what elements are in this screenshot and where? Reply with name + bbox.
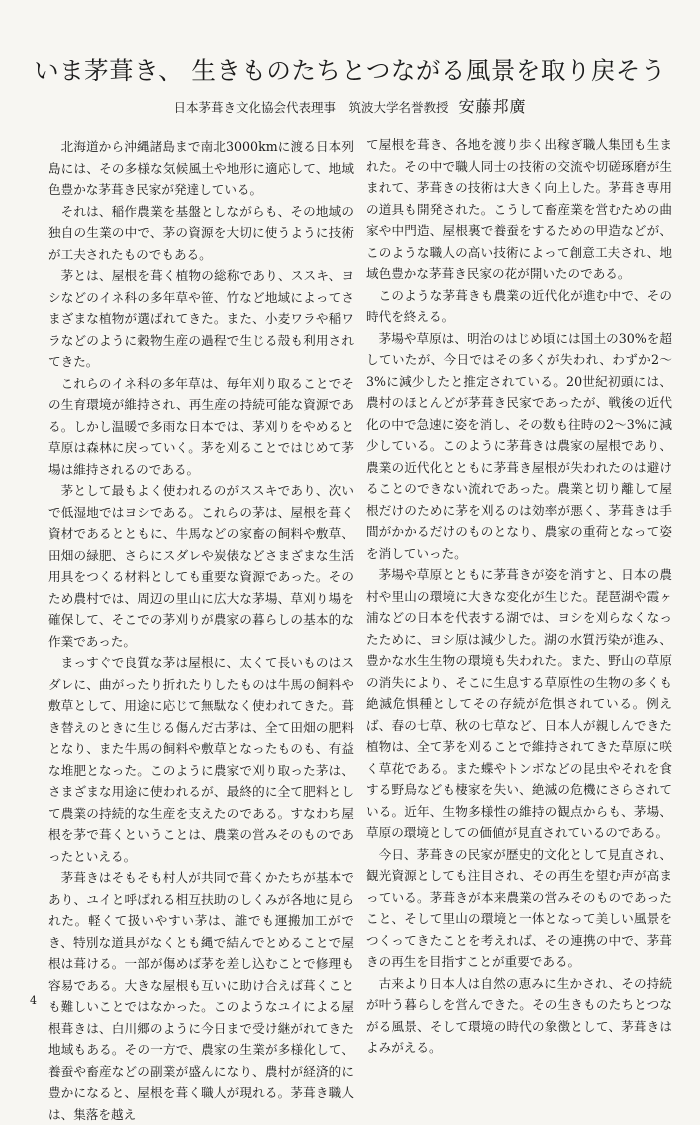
- page-number: 4: [30, 994, 37, 1007]
- paragraph: まっすぐで良質な茅は屋根に、太くて長いものはスダレに、曲がったり折れたりしたものは牛馬の飼料や敷草として、用途に応じて無駄なく使われてきた。葺き替えのときに生じる傷んだ古茅は、全て田畑の肥料となり、また牛馬の飼料や敷草となったものも、有益な堆肥となった。このように農家で刈り取った茅は、さまざまな用途に使われるが、最終的に全て肥料として農業の持続的な生産を支えたのである。すなわち屋根を茅で葺くということは、農業の営みそのものであったといえる。: [48, 655, 354, 864]
- paragraph: それは、稲作農業を基盤としながらも、その地域の独自の生業の中で、茅の資源を大切に使うように技術が工夫されたものでもある。: [48, 203, 354, 262]
- paragraph: 茅とは、屋根を葺く植物の総称であり、ススキ、ヨシなどのイネ科の多年草や笹、竹など地域によってさまざまな植物が選ばれてきた。また、小麦ワラや稲ワラなどのように穀物生産の過程で生じる殻も利用されてきた。: [48, 268, 354, 369]
- author-name: 安藤邦廣: [458, 97, 527, 116]
- author-affiliation: 日本茅葺き文化協会代表理事 筑波大学名誉教授: [173, 100, 449, 115]
- paragraph: 茅場や草原は、明治のはじめ頃には国土の30%を超していたが、今日ではその多くが失われ、わずか2〜3%に減少したと推定されている。20世紀初頭には、農村のほとんどが茅葺き民家であったが、戦後の近代化の中で急速に姿を消し、その数も往時の2〜3%に減少している。このように茅葺きは農家の屋根であり、農業の近代化とともに茅葺き屋根が失われたのは避けることのできない流れであった。農業と切り離して屋根だけのために茅を刈るのは効率が悪く、茅葺きは手間がかかるだけのものとなり、農家の重荷となって姿を消していった。: [366, 330, 672, 561]
- paragraph: 茅場や草原とともに茅葺きが姿を消すと、日本の農村や里山の環境に大きな変化が生じた。琵琶湖や霞ヶ浦などの日本を代表する湖では、ヨシを刈らなくなったために、ヨシ原は減少した。湖の水質汚染が進み、豊かな水生生物の環境も失われた。また、野山の草原の消失により、そこに生息する草原性の生物の多くも絶滅危惧種としてその存続が危惧されている。例えば、春の七草、秋の七草など、日本人が親しんできた植物は、全て茅を刈ることで維持されてきた草原に咲く草花である。また蝶やトンボなどの昆虫やそれを食する野鳥なども棲家を失い、絶滅の危機にさらされている。近年、生物多様性の維持の観点からも、茅場、草原の環境としての価値が見直されているのである。: [366, 567, 672, 840]
- paragraph: 茅として最もよく使われるのがススキであり、次いで低湿地ではヨシである。これらの茅は、屋根を葺く資材であるとともに、牛馬などの家畜の飼料や敷草、田畑の緑肥、さらにスダレや炭俵などさまざまな生活用具をつくる材料としても重要な資源であった。そのため農村では、周辺の里山に広大な茅場、草刈り場を確保して、そこでの茅刈りが農家の暮らしの基本的な作業であった。: [48, 483, 354, 649]
- paragraph: 今日、茅葺きの民家が歴史的文化として見直され、観光資源としても注目され、その再生を望む声が高まっている。茅葺きが本来農業の営みそのものであったこと、そして里山の環境と一体となって美しい風景をつくってきたことを考えれば、その連携の中で、茅葺きの再生を目指すことが重要である。: [366, 846, 672, 969]
- paragraph: 北海道から沖縄諸島まで南北3000kmに渡る日本列島には、その多様な気候風土や地形に適応して、地域色豊かな茅葺き民家が発達している。: [48, 139, 354, 197]
- right-column: [366, 134, 672, 1059]
- paragraph-continuation: て屋根を葺き、各地を渡り歩く出稼ぎ職人集団も生まれた。その中で職人同士の技術の交流や切磋琢磨が生まれて、茅葺きの技術は大きく向上した。茅葺き専用の道具も開発された。こうして畜産業を営むための曲家や中門造、屋根裏で養蚕をするための甲造などが、このような職人の高い技術によって創意工夫され、地域色豊かな茅葺き民家の花が開いたのである。: [366, 137, 672, 281]
- byline: [0, 94, 700, 117]
- paragraph: これらのイネ科の多年草は、毎年刈り取ることでその生育環境が維持され、再生産の持続可能な資源である。しかし温暖で多雨な日本では、茅刈りをやめると草原は森林に戻っていく。茅を刈ることではじめて茅場は維持されるのである。: [48, 375, 354, 477]
- left-column: [48, 136, 354, 1125]
- article-title: いま茅葺き、 生きものたちとつながる風景を取り戻そう: [34, 56, 666, 85]
- paragraph: このような茅葺きも農業の近代化が進む中で、その時代を終える。: [366, 287, 672, 324]
- paragraph: 古来より日本人は自然の恵みに生かされ、その持続が叶う暮らしを営んできた。その生きものたちとつながる風景、そして環境の時代の象徴として、茅葺きはよみがえる。: [366, 975, 672, 1055]
- paragraph: 茅葺きはそもそも村人が共同で葺くかたちが基本であり、ユイと呼ばれる相互扶助のしくみが各地に見られた。軽くて扱いやすい茅は、誰でも運搬加工ができ、特別な道具がなくとも縄で結んでとめることで屋根は葺ける。一部が傷めば茅を差し込むことで修理も容易である。大きな屋根も互いに助け合えば葺くことも難しいことではなかった。このようなユイによる屋根葺きは、白川郷のように今日まで受け継がれてきた地域もある。その一方で、農家の生業が多様化して、養蚕や畜産などの副業が盛んになり、農村が経済的に豊かになると、屋根を葺く職人が現れる。茅葺き職人は、集落を越え: [48, 870, 354, 1122]
